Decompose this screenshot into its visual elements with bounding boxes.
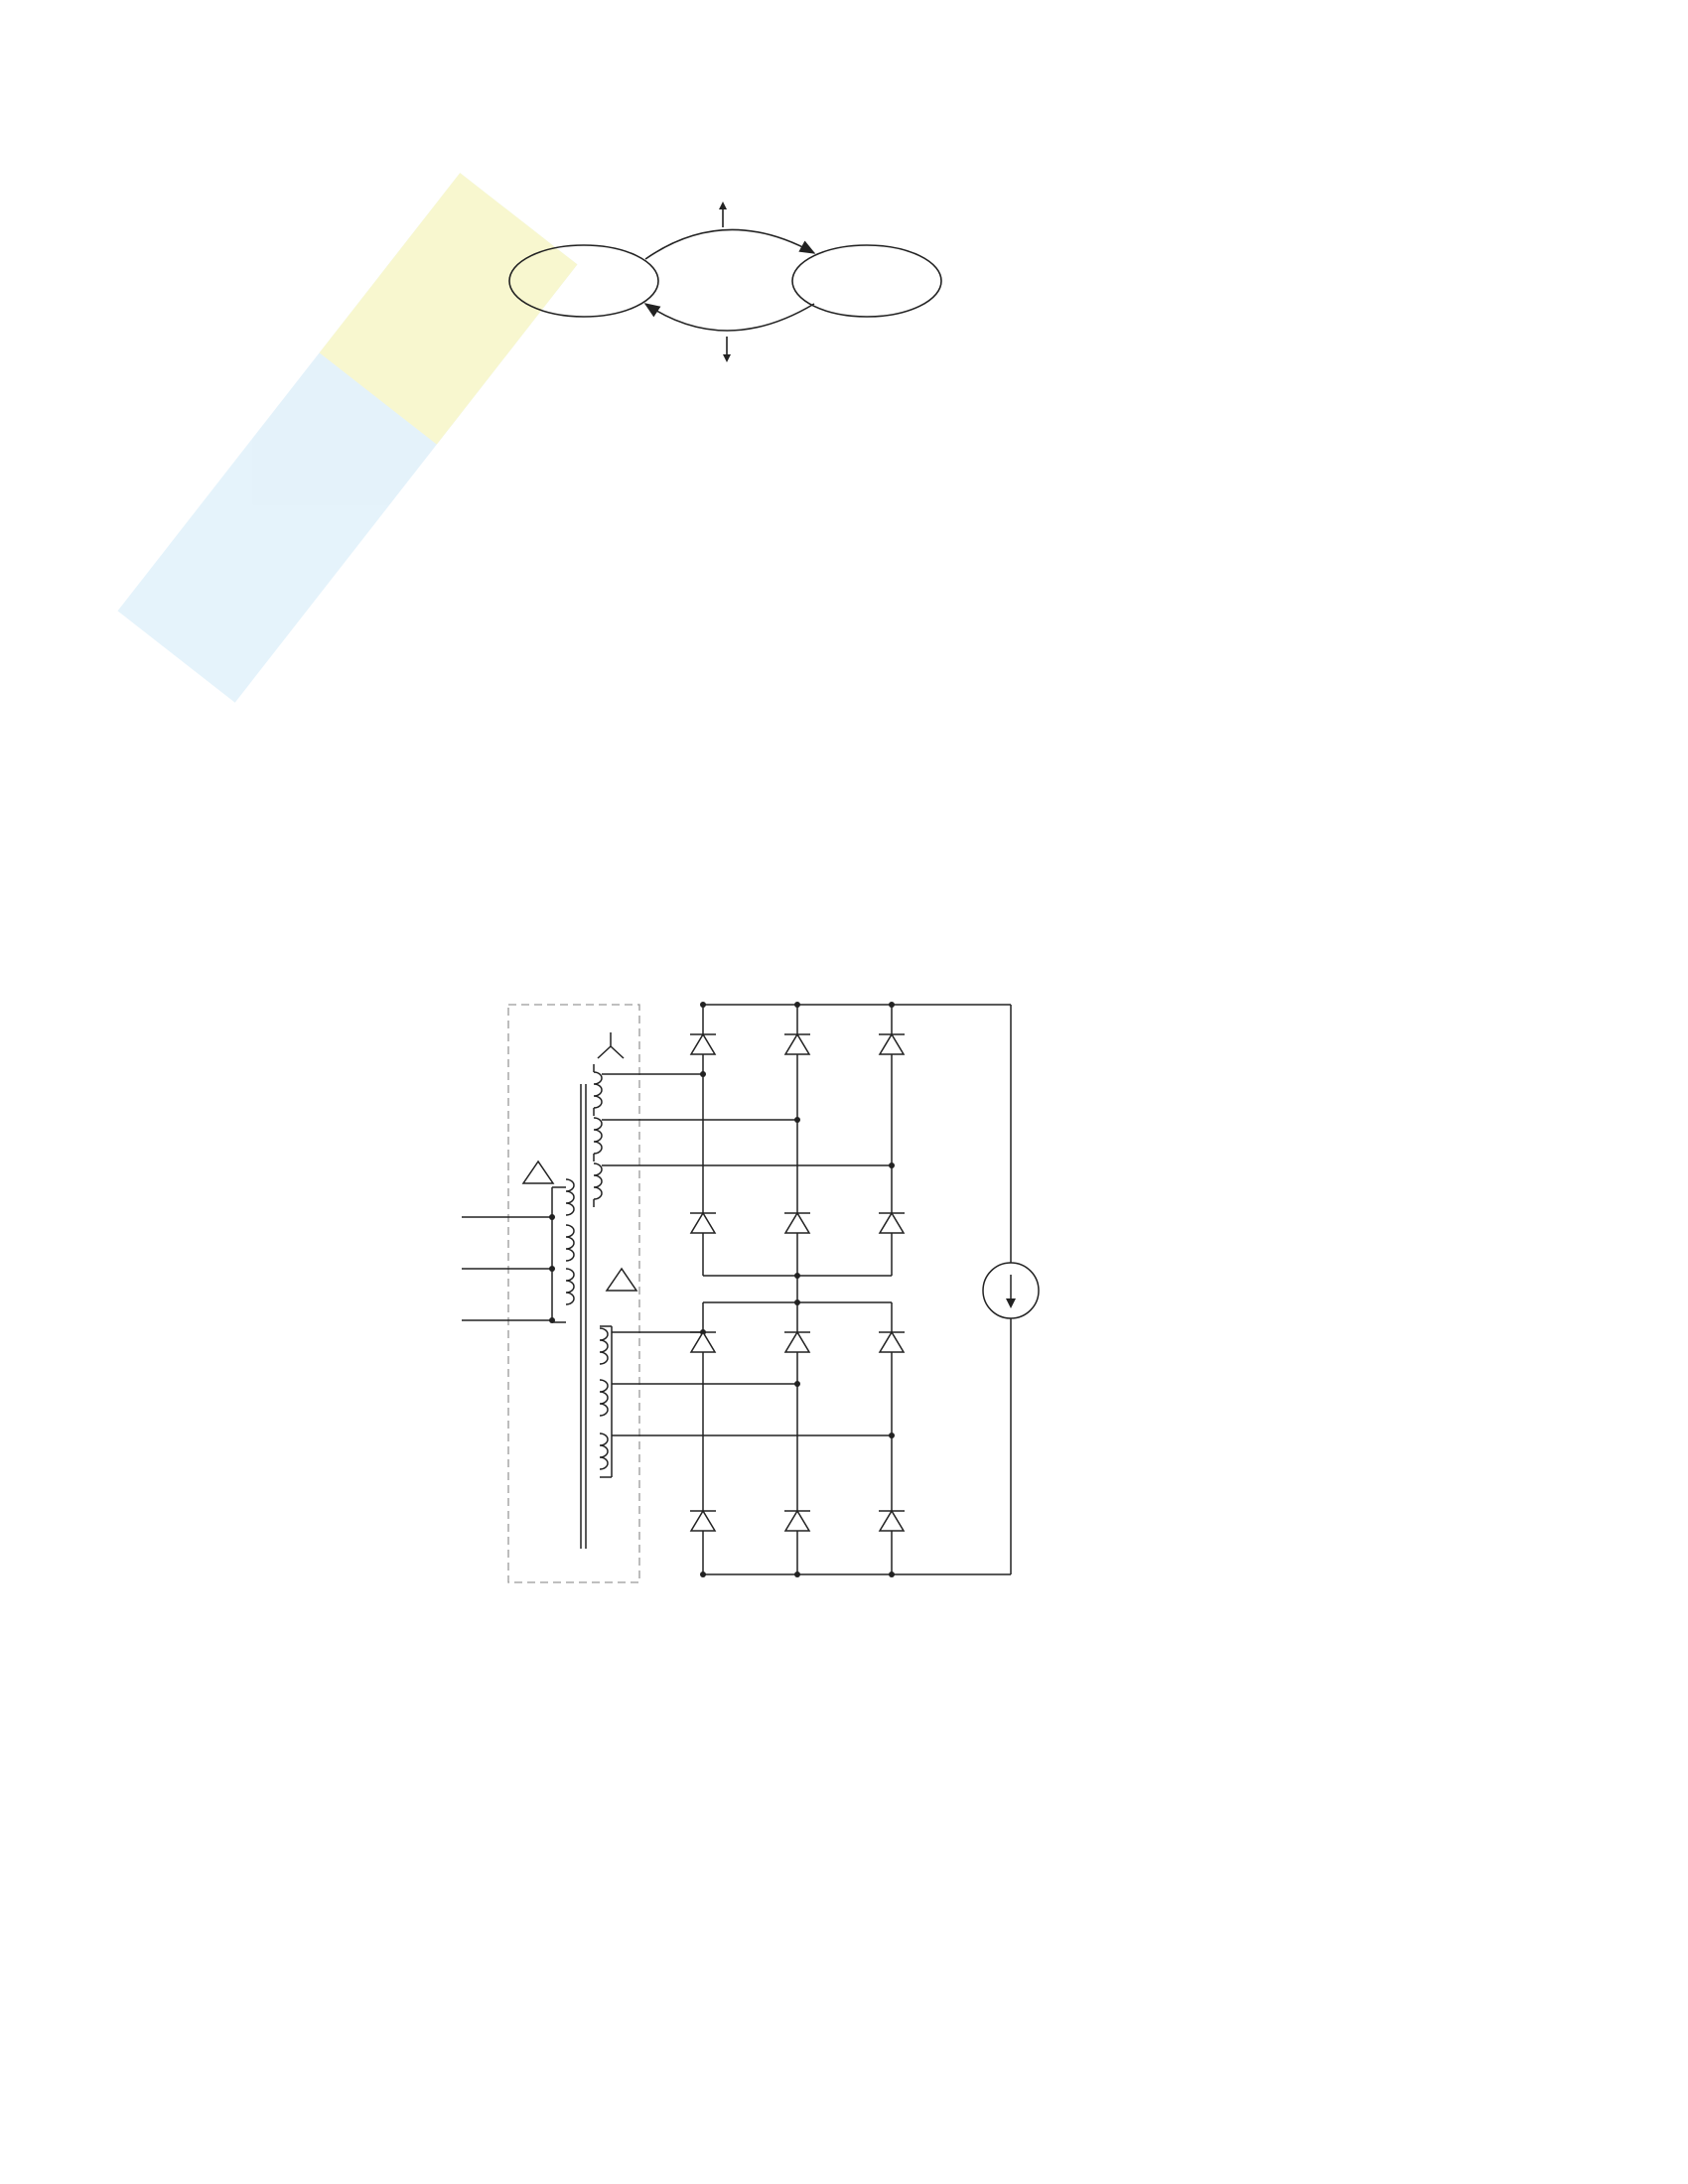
paragraph-line bbox=[247, 770, 1221, 803]
secondary-coil-upper bbox=[594, 1118, 602, 1154]
secondary-coil-lower bbox=[600, 1380, 608, 1416]
paragraph-line bbox=[247, 638, 1221, 671]
junction-dot bbox=[549, 1317, 555, 1323]
primary-coil bbox=[566, 1179, 574, 1215]
paragraph-1 bbox=[247, 606, 1221, 936]
transition-top-label bbox=[719, 202, 727, 227]
paragraph-line bbox=[247, 837, 1221, 870]
secondary-coil-lower bbox=[600, 1433, 608, 1469]
primary-coil bbox=[566, 1225, 574, 1261]
state-q0 bbox=[509, 245, 658, 317]
diode-icon bbox=[785, 1511, 809, 1531]
transformer-box bbox=[508, 1005, 639, 1582]
star-connection-icon bbox=[598, 1032, 624, 1058]
diode-icon bbox=[880, 1332, 904, 1352]
diode-icon bbox=[785, 1034, 809, 1054]
diode-icon bbox=[691, 1511, 715, 1531]
secondary-coil-lower bbox=[600, 1328, 608, 1364]
diode-icon bbox=[691, 1213, 715, 1233]
diode-icon bbox=[785, 1213, 809, 1233]
paragraph-line bbox=[247, 738, 1221, 770]
transition-1-to-0 bbox=[645, 304, 814, 331]
junction-dot bbox=[549, 1214, 555, 1220]
paragraph-line bbox=[247, 903, 1221, 936]
diode-icon bbox=[691, 1332, 715, 1352]
junction-dot bbox=[700, 1571, 706, 1577]
transition-0-to-1 bbox=[645, 229, 814, 259]
paragraph-line bbox=[247, 606, 1221, 638]
diode-icon bbox=[880, 1511, 904, 1531]
state-diagram bbox=[496, 194, 973, 367]
paragraph-line bbox=[247, 870, 1221, 902]
circuit-diagram bbox=[417, 993, 1053, 1588]
junction-dot bbox=[889, 1571, 895, 1577]
secondary-coil-upper bbox=[594, 1163, 602, 1199]
paragraph-line bbox=[247, 672, 1221, 705]
delta-connection-icon bbox=[607, 1269, 636, 1291]
state-q1 bbox=[792, 245, 941, 317]
primary-coil bbox=[566, 1269, 574, 1304]
secondary-coil-upper bbox=[594, 1072, 602, 1108]
diode-icon bbox=[785, 1332, 809, 1352]
junction-dot bbox=[549, 1266, 555, 1272]
transition-bottom-label bbox=[723, 337, 731, 362]
diode-icon bbox=[880, 1213, 904, 1233]
diode-icon bbox=[691, 1034, 715, 1054]
junction-dot bbox=[794, 1571, 800, 1577]
section-heading bbox=[247, 548, 358, 584]
delta-connection-icon bbox=[523, 1161, 553, 1183]
paragraph-line bbox=[247, 705, 1221, 738]
paragraph-line bbox=[247, 804, 1221, 837]
diode-icon bbox=[880, 1034, 904, 1054]
